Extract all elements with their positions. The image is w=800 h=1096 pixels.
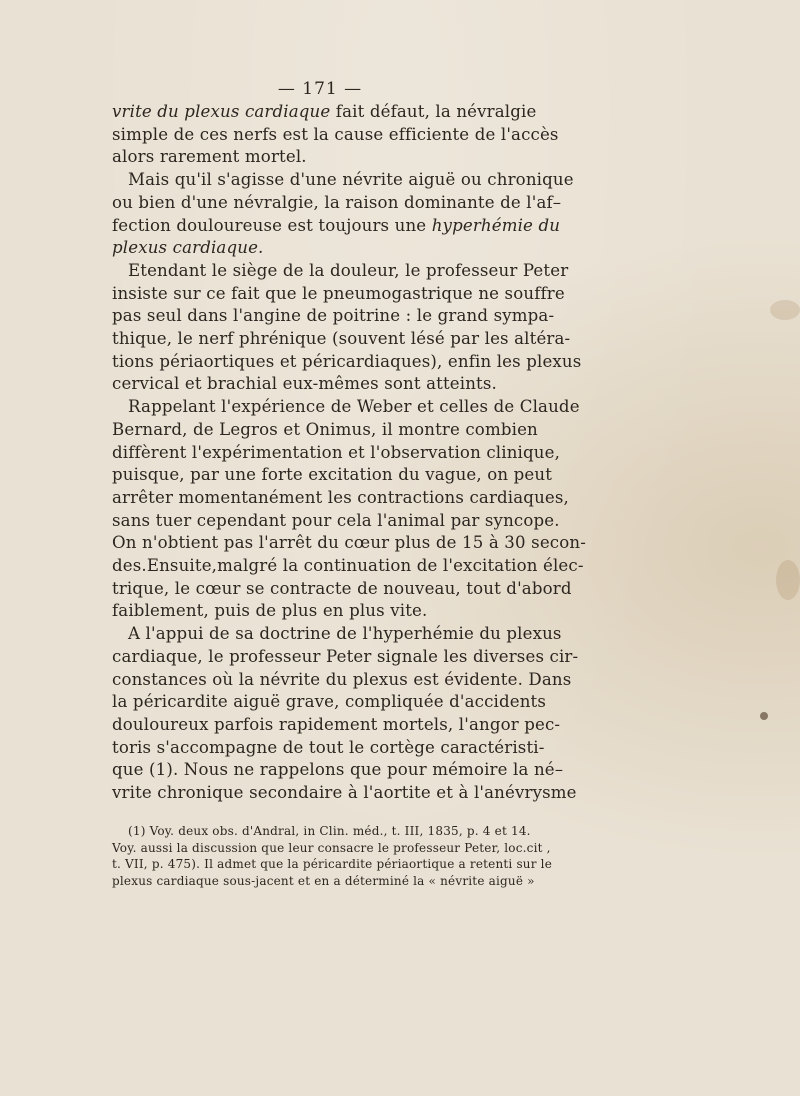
italic-text: plexus cardiaque. (112, 238, 264, 258)
paper-stain (760, 712, 768, 720)
footnote-line: (1) Voy. deux obs. d'Andral, in Clin. méd., t. III, 1835, p. 4 et 14. (128, 824, 531, 838)
text-line: la péricardite aiguë grave, compliquée d'accidents (112, 692, 547, 712)
text-line: tions périaortiques et péricardiaques), enfin les plexus (112, 351, 582, 371)
text-line: Bernard, de Legros et Onimus, il montre combien (112, 419, 538, 439)
italic-text: vrite du plexus cardiaque (112, 102, 331, 121)
footnote (112, 823, 553, 889)
text-line: Mais qu'il s'agisse d'une névrite aiguë ou chronique (128, 170, 574, 190)
text-line: Rappelant l'expérience de Weber et celles de Claude (128, 397, 580, 417)
footnote-line: plexus cardiaque sous-jacent et en a déterminé la « névrite aiguë » (112, 873, 535, 888)
text-line: toris s'accompagne de tout le cortège caractéristi- (112, 737, 545, 757)
body-text (112, 101, 586, 805)
text-line (112, 215, 561, 238)
page-number: — 171 — (277, 79, 363, 99)
text-line: trique, le cœur se contracte de nouveau, tout d'abord (112, 578, 572, 598)
text-line: faiblement, puis de plus en plus vite. (112, 601, 428, 621)
footnote-line: Voy. aussi la discussion que leur consacre le professeur Peter, loc.cit , (112, 840, 551, 855)
text-line: simple de ces nerfs est la cause efficiente de l'accès (112, 124, 559, 144)
text-span: fait défaut, la névralgie (330, 102, 537, 121)
text-line: Etendant le siège de la douleur, le professeur Peter (128, 260, 569, 280)
text-line: pas seul dans l'angine de poitrine : le grand sympa- (112, 306, 555, 326)
paper-stain (776, 560, 800, 600)
text-line: que (1). Nous ne rappelons que pour mémoire la né– (112, 760, 564, 780)
text-line: puisque, par une forte excitation du vague, on peut (112, 465, 553, 485)
text-line: insiste sur ce fait que le pneumogastrique ne souffre (112, 283, 565, 303)
text-line: arrêter momentanément les contractions cardiaques, (112, 487, 569, 507)
text-line: thique, le nerf phrénique (souvent lésé par les altéra- (112, 329, 571, 349)
text-line: des.Ensuite,malgré la continuation de l'excitation élec- (112, 556, 584, 576)
paper-stain (770, 300, 800, 320)
text-line: cardiaque, le professeur Peter signale les diverses cir- (112, 646, 579, 666)
text-line (112, 101, 537, 124)
footnote-line: t. VII, p. 475). Il admet que la péricardite périaortique a retenti sur le (112, 857, 553, 872)
text-line: On n'obtient pas l'arrêt du cœur plus de 15 à 30 secon- (112, 533, 586, 553)
text-line: diffèrent l'expérimentation et l'observation clinique, (112, 442, 560, 462)
text-line: A l'appui de sa doctrine de l'hyperhémie du plexus (128, 624, 562, 644)
italic-text: hyperhémie du (431, 215, 561, 235)
text-line: alors rarement mortel. (112, 147, 307, 167)
text-line: douloureux parfois rapidement mortels, l'angor pec- (112, 714, 561, 734)
text-line (112, 237, 530, 260)
text-line: sans tuer cependant pour cela l'animal par syncope. (112, 510, 560, 530)
text-line: constances où la névrite du plexus est évidente. Dans (112, 669, 572, 689)
text-span: fection douloureuse est toujours une (112, 215, 432, 235)
text-line: vrite chronique secondaire à l'aortite et à l'anévrysme (112, 783, 577, 803)
text-line: ou bien d'une névralgie, la raison dominante de l'af– (112, 192, 562, 212)
text-line: cervical et brachial eux-mêmes sont atteints. (112, 374, 497, 394)
